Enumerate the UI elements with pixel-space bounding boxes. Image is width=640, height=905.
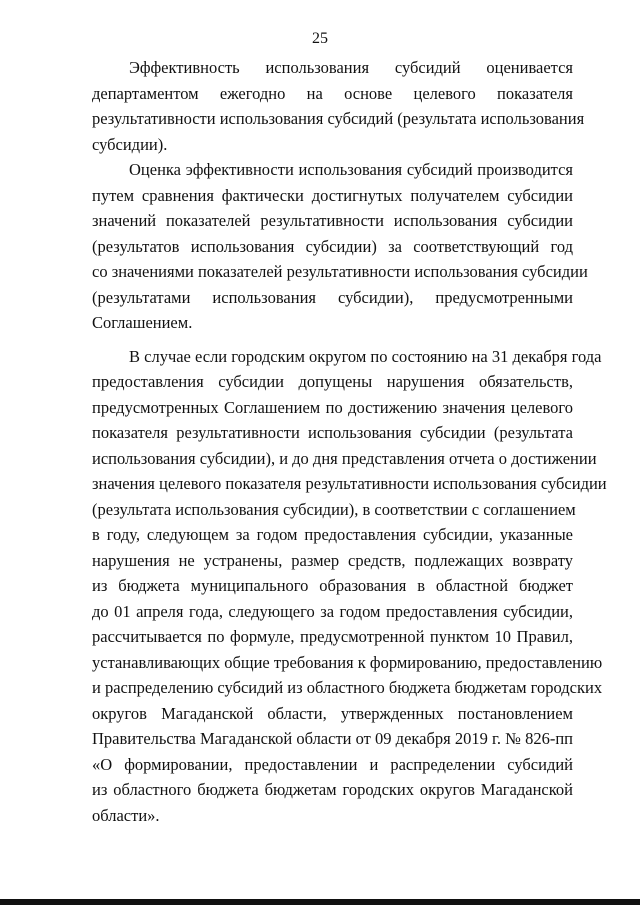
- text-line: «О формировании, предоставлении и распределении субсидий: [92, 754, 573, 774]
- text-line: рассчитывается по формуле, предусмотренной пунктом 10 Правил,: [92, 627, 573, 646]
- text-line: нарушения не устранены, размер средств, подлежащих возврату: [92, 550, 573, 570]
- text-line: и распределению субсидий из областного бюджета бюджетам городских: [92, 678, 603, 697]
- text-line: значений показателей результативности использования субсидии: [92, 211, 573, 230]
- text-line: значения целевого показателя результативности использования субсидии: [92, 474, 607, 493]
- text-line: из бюджета муниципального образования в областной бюджет: [92, 576, 573, 595]
- text-line: в году, следующем за годом предоставления субсидии, указанные: [92, 525, 573, 544]
- text-line: путем сравнения фактически достигнутых получателем субсидии: [92, 185, 573, 205]
- paragraph: [92, 157, 588, 336]
- text-line: области».: [92, 805, 160, 825]
- text-line: (результата использования субсидии), в соответствии с соглашением: [92, 499, 576, 519]
- page-number: 25: [312, 30, 328, 47]
- text-line: результативности использования субсидий (результата использования: [92, 109, 585, 128]
- text-line: предоставления субсидии допущены нарушения обязательств,: [92, 372, 573, 391]
- text-line: департаментом ежегодно на основе целевого показателя: [92, 83, 573, 103]
- text-line: (результатов использования субсидии) за соответствующий год: [92, 236, 573, 256]
- text-line: субсидии).: [92, 134, 168, 154]
- text-line: использования субсидии), и до дня представления отчета о достижении: [92, 448, 597, 468]
- paragraph: [92, 55, 585, 157]
- text-line: (результатами использования субсидии), предусмотренными: [92, 287, 573, 307]
- scan-edge-bar: [0, 899, 640, 905]
- text-line: Эффективность использования субсидий оценивается: [129, 58, 573, 77]
- text-line: предусмотренных Соглашением по достижению значения целевого: [92, 397, 573, 417]
- text-line: до 01 апреля года, следующего за годом предоставления субсидии,: [92, 601, 573, 621]
- document-body: [92, 55, 607, 828]
- text-line: округов Магаданской области, утвержденных постановлением: [92, 703, 573, 723]
- text-line: устанавливающих общие требования к формированию, предоставлению: [92, 652, 603, 672]
- text-line: показателя результативности использования субсидии (результата: [92, 423, 573, 442]
- text-line: со значениями показателей результативности использования субсидии: [92, 262, 588, 281]
- text-line: из областного бюджета бюджетам городских округов Магаданской: [92, 780, 573, 799]
- text-line: Оценка эффективности использования субсидий производится: [129, 160, 573, 179]
- text-line: В случае если городским округом по состоянию на 31 декабря года: [129, 346, 602, 366]
- paragraph: [92, 344, 607, 829]
- text-line: Соглашением.: [92, 313, 193, 332]
- text-line: Правительства Магаданской области от 09 декабря 2019 г. № 826-пп: [92, 729, 573, 748]
